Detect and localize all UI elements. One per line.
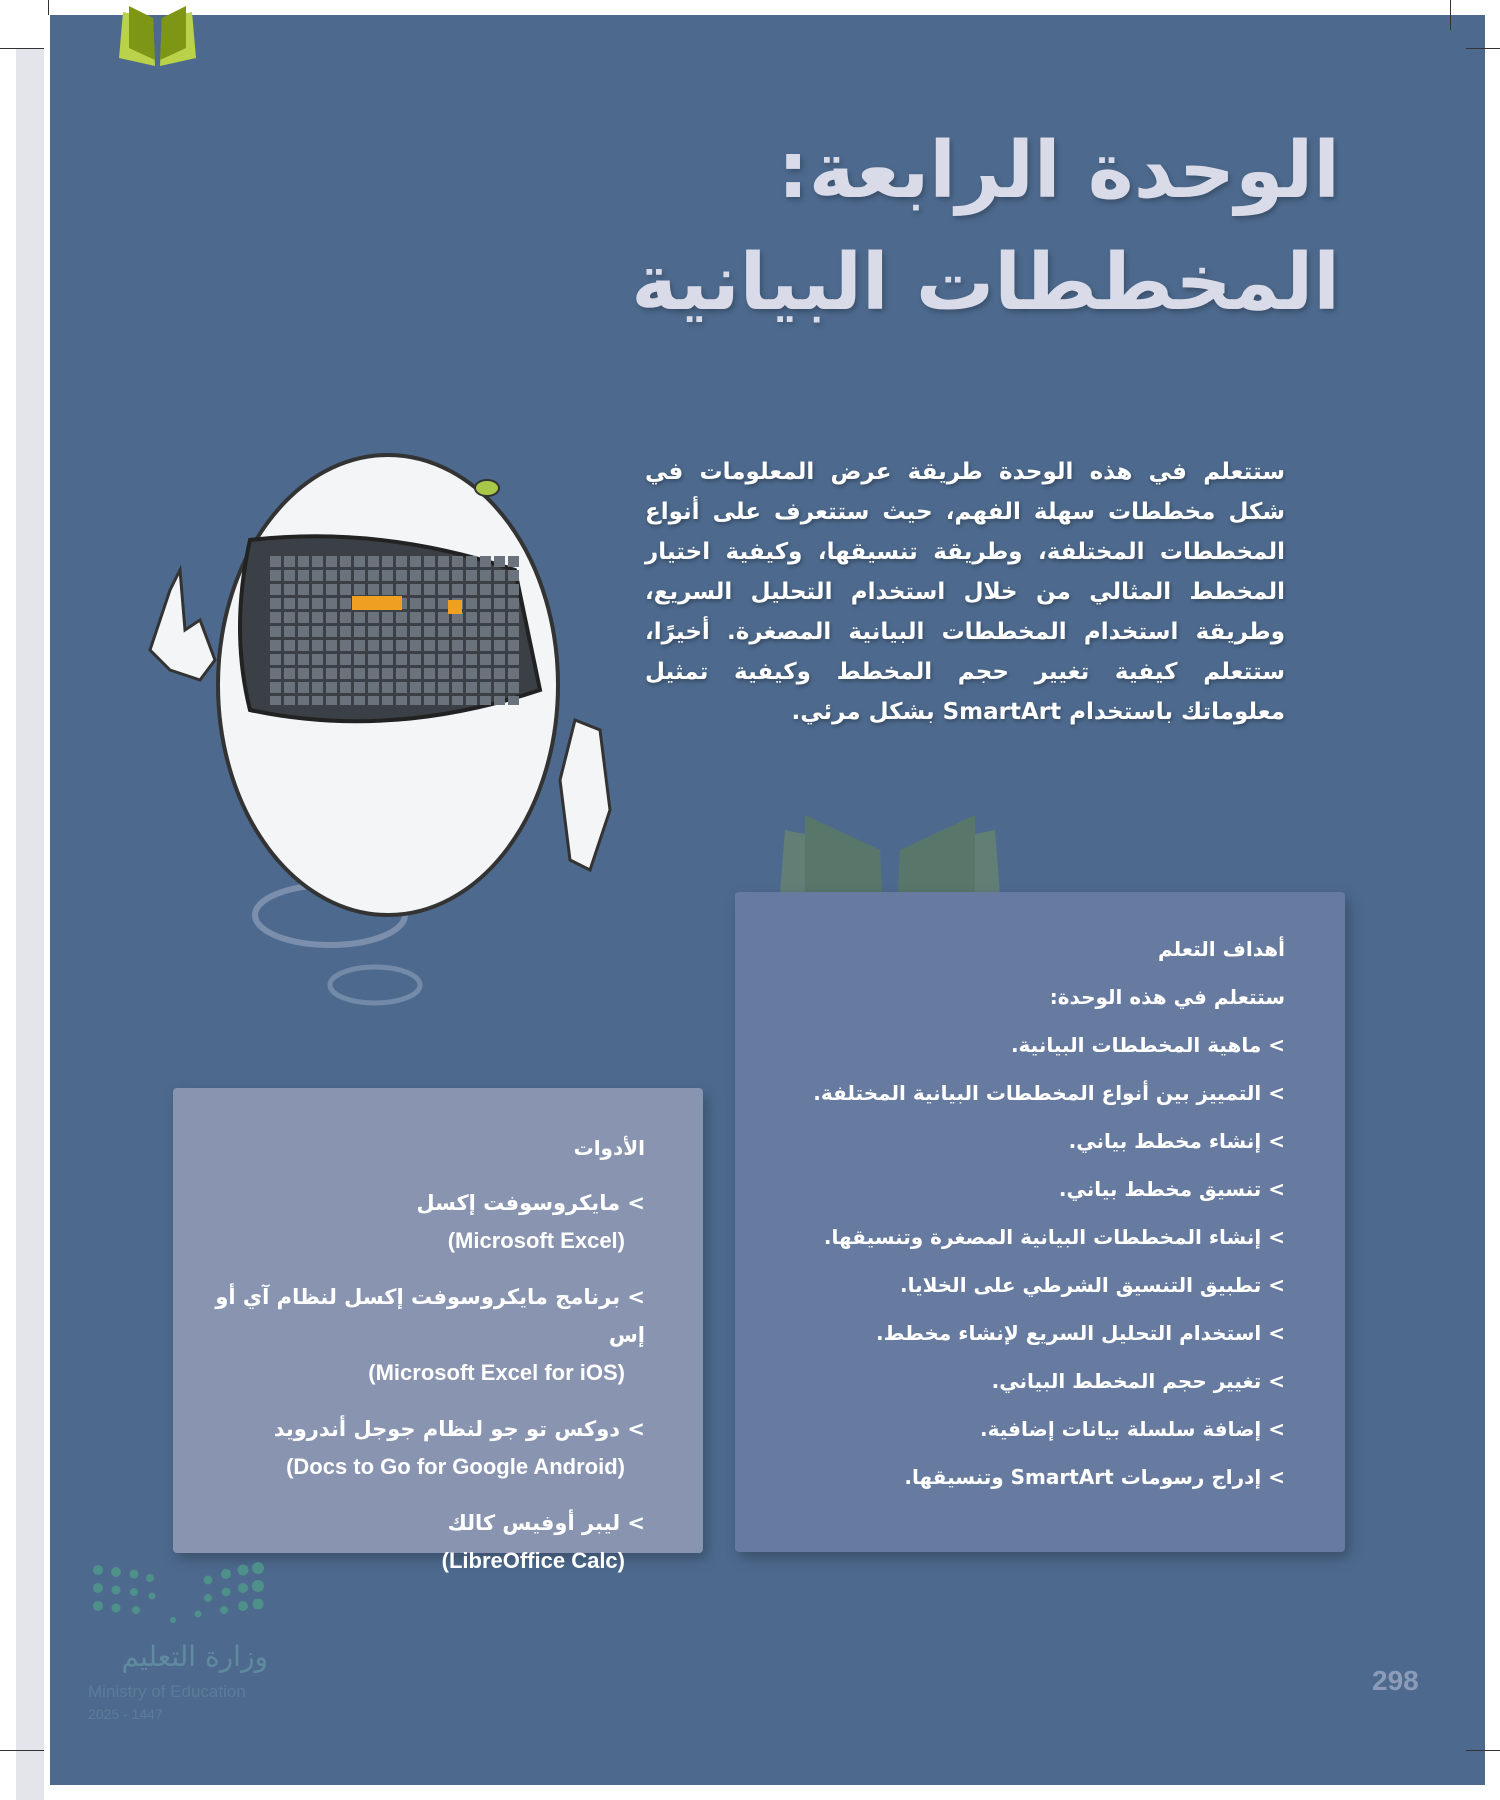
crop-mark xyxy=(1466,48,1500,49)
goal-item: > تنسيق مخطط بياني. xyxy=(1058,1177,1285,1201)
unit-title-line1: الوحدة الرابعة: xyxy=(777,126,1340,216)
crop-mark xyxy=(1466,1750,1500,1751)
robot-illustration xyxy=(130,430,650,1020)
goal-item: > التمييز بين أنواع المخططات البيانية المختلفة. xyxy=(813,1081,1285,1105)
tool-name-english: (LibreOffice Calc) xyxy=(441,1548,625,1573)
goal-item: > إدراج رسومات SmartArt وتنسيقها. xyxy=(904,1465,1285,1489)
tool-name-arabic: > ليبر أوفيس كالك xyxy=(447,1511,645,1535)
crop-mark xyxy=(1450,0,1451,30)
page-number: 298 xyxy=(1372,1665,1419,1696)
tools-panel xyxy=(173,1088,703,1573)
tool-name-arabic: > دوكس تو جو لنظام جوجل أندرويد xyxy=(273,1417,645,1441)
unit-title xyxy=(631,115,1340,339)
goal-item: > إضافة سلسلة بيانات إضافية. xyxy=(980,1417,1285,1441)
tool-name-english: (Microsoft Excel) xyxy=(447,1228,625,1253)
unit-title-line2: المخططات البيانية xyxy=(631,238,1340,328)
tool-item xyxy=(173,1184,645,1260)
wajeb-logo xyxy=(10,4,190,68)
goal-item: > تغيير حجم المخطط البياني. xyxy=(991,1369,1285,1393)
tool-name-english: (Docs to Go for Google Android) xyxy=(286,1454,625,1479)
dots-emblem-icon xyxy=(88,1560,268,1630)
ministry-years: 2025 - 1447 xyxy=(88,1706,163,1722)
ministry-of-education-logo xyxy=(88,1560,278,1730)
goal-item: > استخدام التحليل السريع لإنشاء مخطط. xyxy=(876,1321,1285,1345)
tool-name-english: (Microsoft Excel for iOS) xyxy=(368,1360,625,1385)
ministry-name-arabic: وزارة التعليم xyxy=(121,1640,268,1673)
unit-intro-paragraph: ستتعلم في هذه الوحدة طريقة عرض المعلومات في شكل مخططات سهلة الفهم، حيث ستتعرف على أنواع المخططات المختلفة، وطريقة تنسيقها، وكيفية اختيار المخطط المثالي من خلال استخدام التحليل السريع، وطريقة استخدام المخططات البيانية المصغرة. أخيرًا، ستتعلم كيفية تغيير حجم المخطط وكيفية تمثيل معلوماتك باستخدام SmartArt بشكل مرئي. xyxy=(645,459,1285,725)
crop-mark xyxy=(0,1750,44,1751)
book-icon xyxy=(115,4,200,66)
goal-item: > تطبيق التنسيق الشرطي على الخلايا. xyxy=(899,1273,1285,1297)
tool-item xyxy=(173,1410,645,1486)
page-gutter xyxy=(16,48,44,1800)
goal-item: > إنشاء المخططات البيانية المصغرة وتنسيقها. xyxy=(823,1225,1285,1249)
ministry-name-english: Ministry of Education xyxy=(88,1682,246,1701)
tool-name-arabic: > برنامج مايكروسوفت إكسل لنظام آي أو إس xyxy=(215,1285,645,1347)
learning-goals-panel xyxy=(735,892,1345,1552)
tool-item xyxy=(173,1278,645,1392)
goal-item: > ماهية المخططات البيانية. xyxy=(1010,1033,1285,1057)
goals-subheading: ستتعلم في هذه الوحدة: xyxy=(1049,985,1285,1009)
goal-item: > إنشاء مخطط بياني. xyxy=(1068,1129,1285,1153)
goals-heading: أهداف التعلم xyxy=(1158,937,1285,961)
tool-name-arabic: > مايكروسوفت إكسل xyxy=(416,1191,645,1215)
tools-heading: الأدوات xyxy=(573,1136,645,1160)
